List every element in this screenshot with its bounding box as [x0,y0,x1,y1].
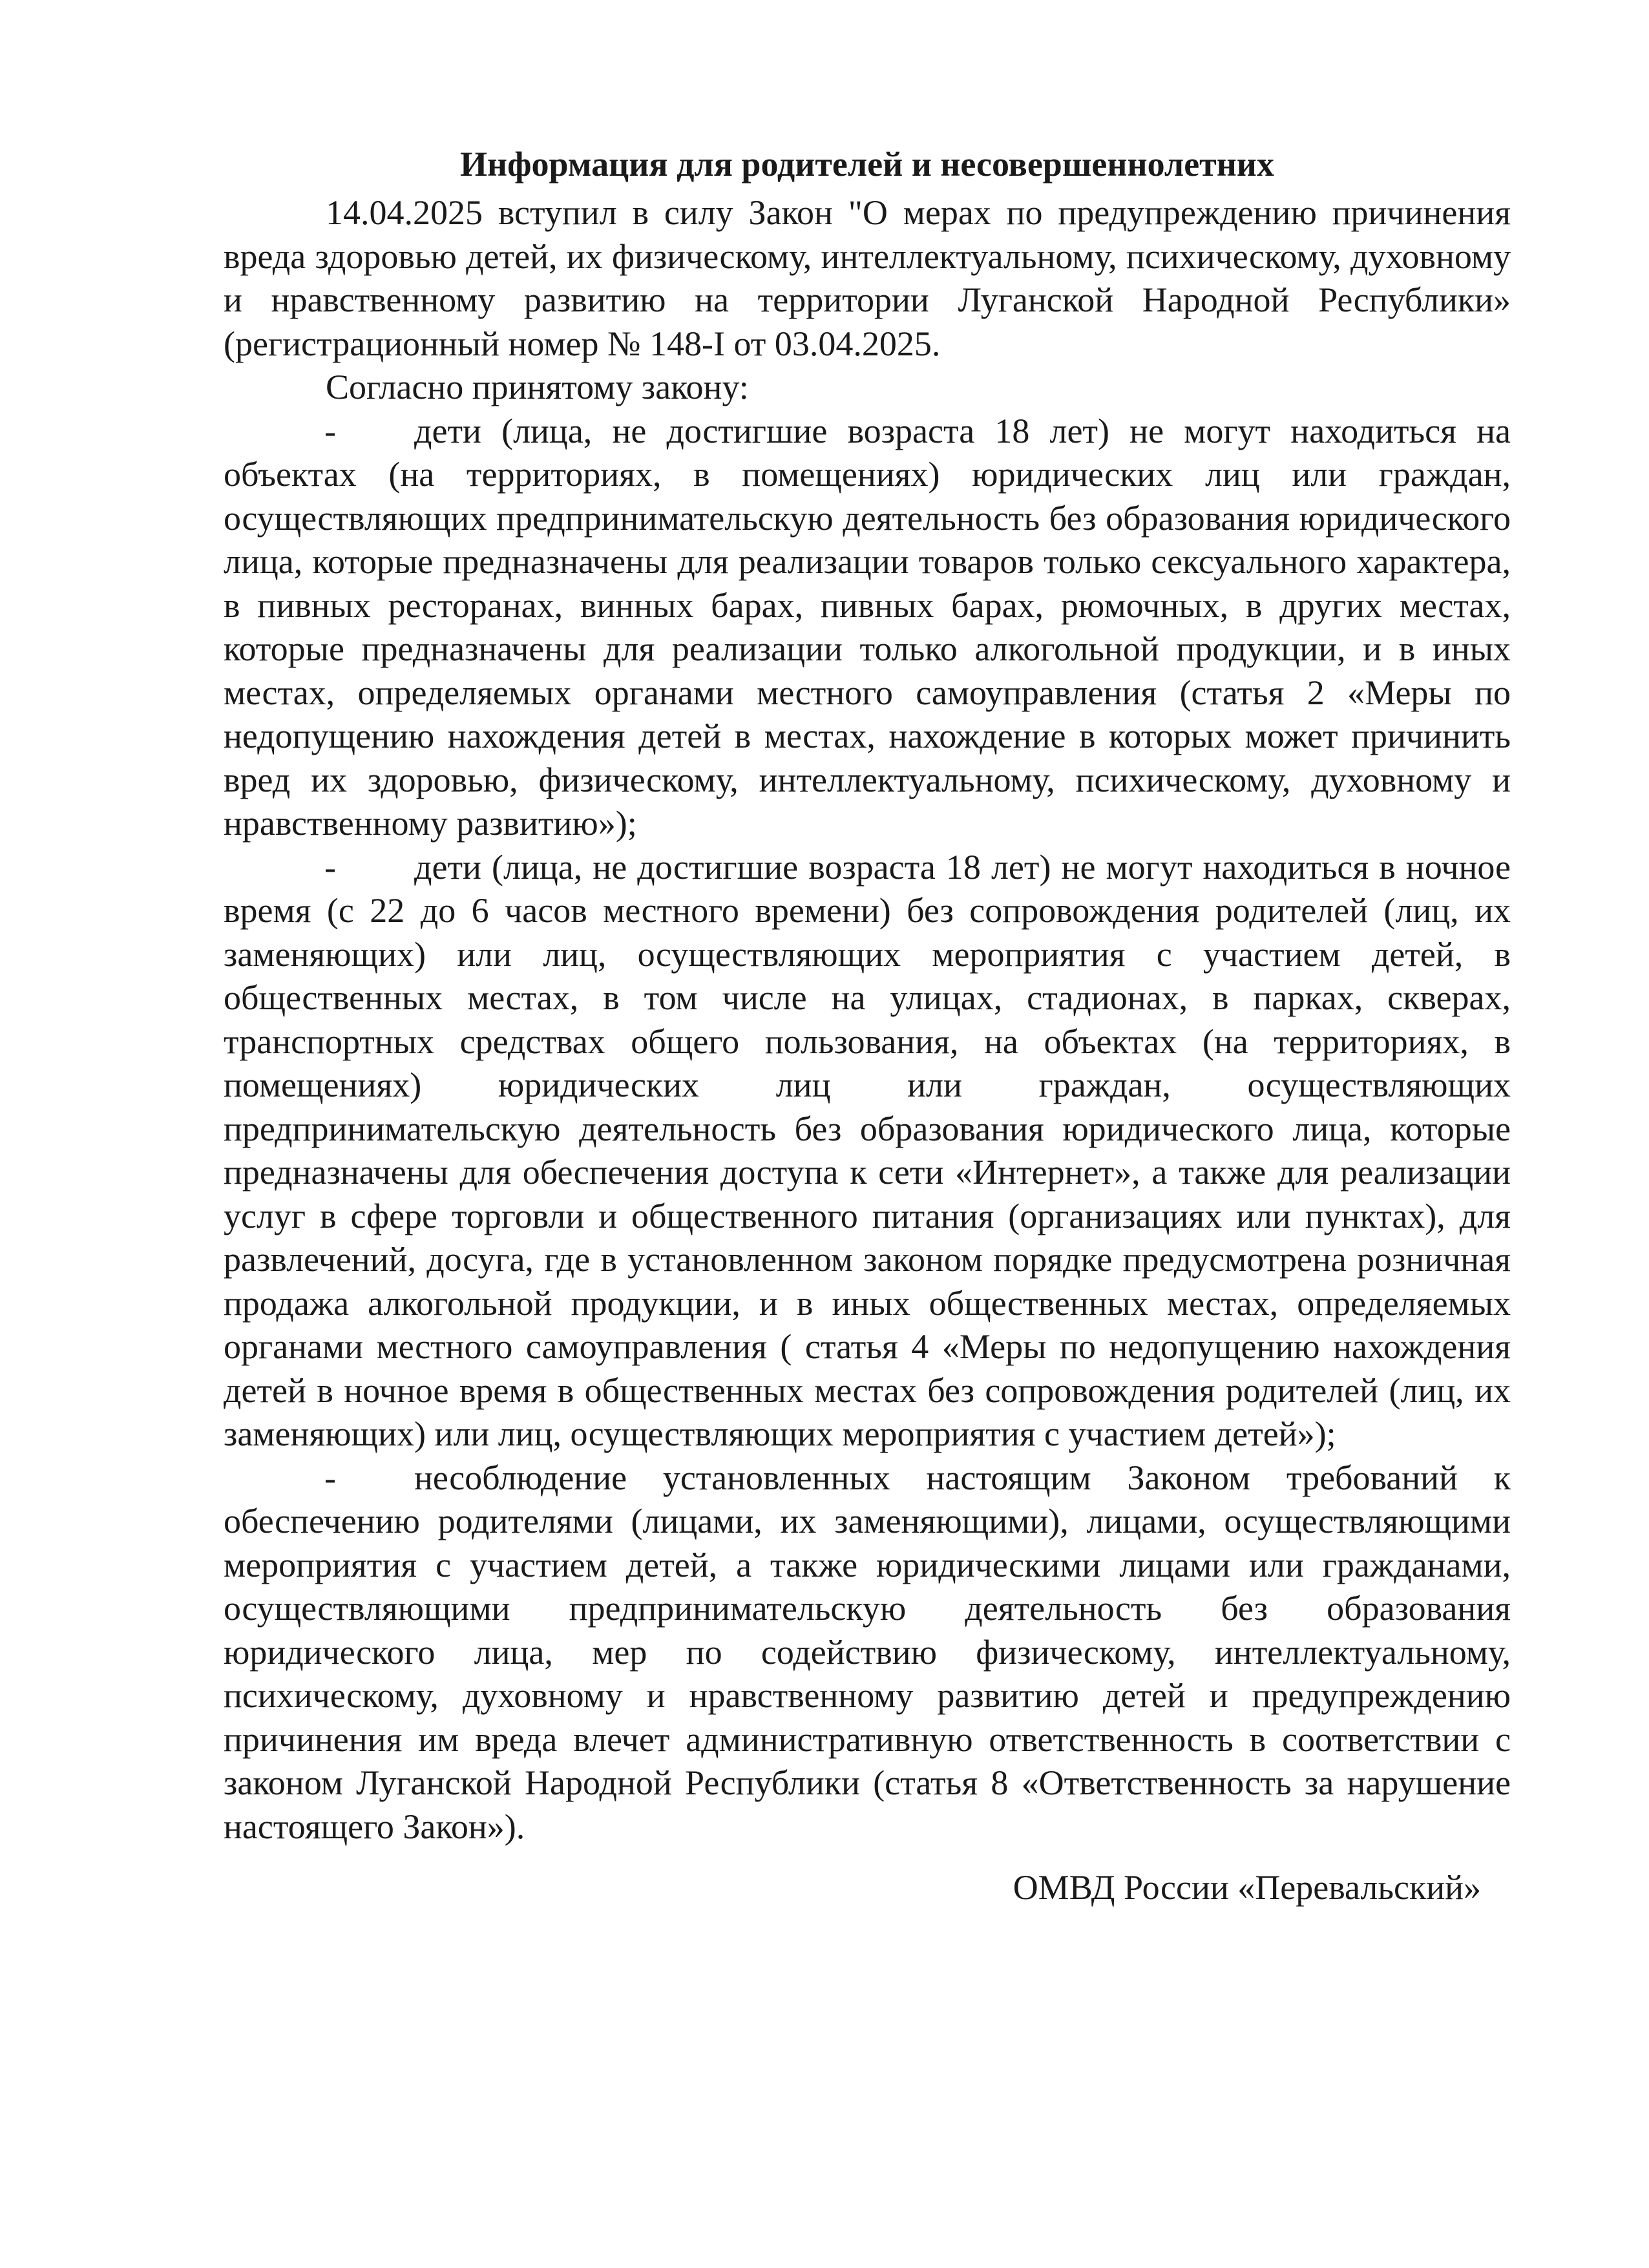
list-item-text: несоблюдение установленных настоящим Законом требований к обеспечению родителями (лицами, их заменяющими), лицами, осуществляющими мероприятия с участием детей, а также юридическими лицами или гражданами, осуществляющими предпринимательскую деятельность без образования юридического лица, мер по содействию физическому, интеллектуальному, психическому, духовному и нравственному развитию детей и предупреждению причинения им вреда влечет административную ответственность в соответствии с законом Луганской Народной Республики (статья 8 «Ответственность за нарушение настоящего Закон»). [224,1458,1511,1846]
list-item [224,846,1511,1456]
document-body [224,141,1511,1909]
list-item [224,410,1511,846]
list-item-text: дети (лица, не достигшие возраста 18 лет) не могут находиться на объектах (на территориях, в помещениях) юридических лиц или граждан, осуществляющих предпринимательскую деятельность без образования юридического лица, которые предназначены для реализации товаров только сексуального характера, в пивных ресторанах, винных барах, пивных барах, рюмочных, в других местах, которые предназначены для реализации только алкогольной продукции, и в иных местах, определяемых органами местного самоуправления (статья 2 «Меры по недопущению нахождения детей в местах, нахождение в которых может причинить вред их здоровью, физическому, интеллектуальному, психическому, духовному и нравственному развитию»); [224,411,1511,843]
document-title: Информация для родителей и несовершеннолетних [460,145,1274,184]
list-dash: - [324,1458,336,1497]
list-item [224,1456,1511,1849]
signature: ОМВД России «Перевальский» [1013,1868,1481,1907]
lead-paragraph: Согласно принятому закону: [326,368,749,406]
list-dash: - [324,411,336,450]
list-item-text: дети (лица, не достигшие возраста 18 лет) не могут находиться в ночное время (с 22 до 6 часов местного времени) без сопровождения родителей (лиц, их заменяющих) или лиц, осуществляющих мероприятия с участием детей, в общественных местах, в том числе на улицах, стадионах, в парках, скверах, транспортных средствах общего пользования, на объектах (на территориях, в помещениях) юридических лиц или граждан, осуществляющих предпринимательскую деятельность без образования юридического лица, которые предназначены для обеспечения доступа к сети «Интернет», а также для реализации услуг в сфере торговли и общественного питания (организациях или пунктах), для развлечений, досуга, где в установленном законом порядке предусмотрена розничная продажа алкогольной продукции, и в иных общественных местах, определяемых органами местного самоуправления ( статья 4 «Меры по недопущению нахождения детей в ночное время в общественных местах без сопровождения родителей (лиц, их заменяющих) или лиц, осуществляющих мероприятия с участием детей»); [224,847,1511,1453]
list-dash: - [324,847,336,887]
intro-paragraph: 14.04.2025 вступил в силу Закон "О мерах по предупреждению причинения вреда здоровью детей, их физическому, интеллектуальному, психическому, духовному и нравственному развитию на территории Луганской Народной Республики» (регистрационный номер № 148-I от 03.04.2025. [224,193,1511,363]
